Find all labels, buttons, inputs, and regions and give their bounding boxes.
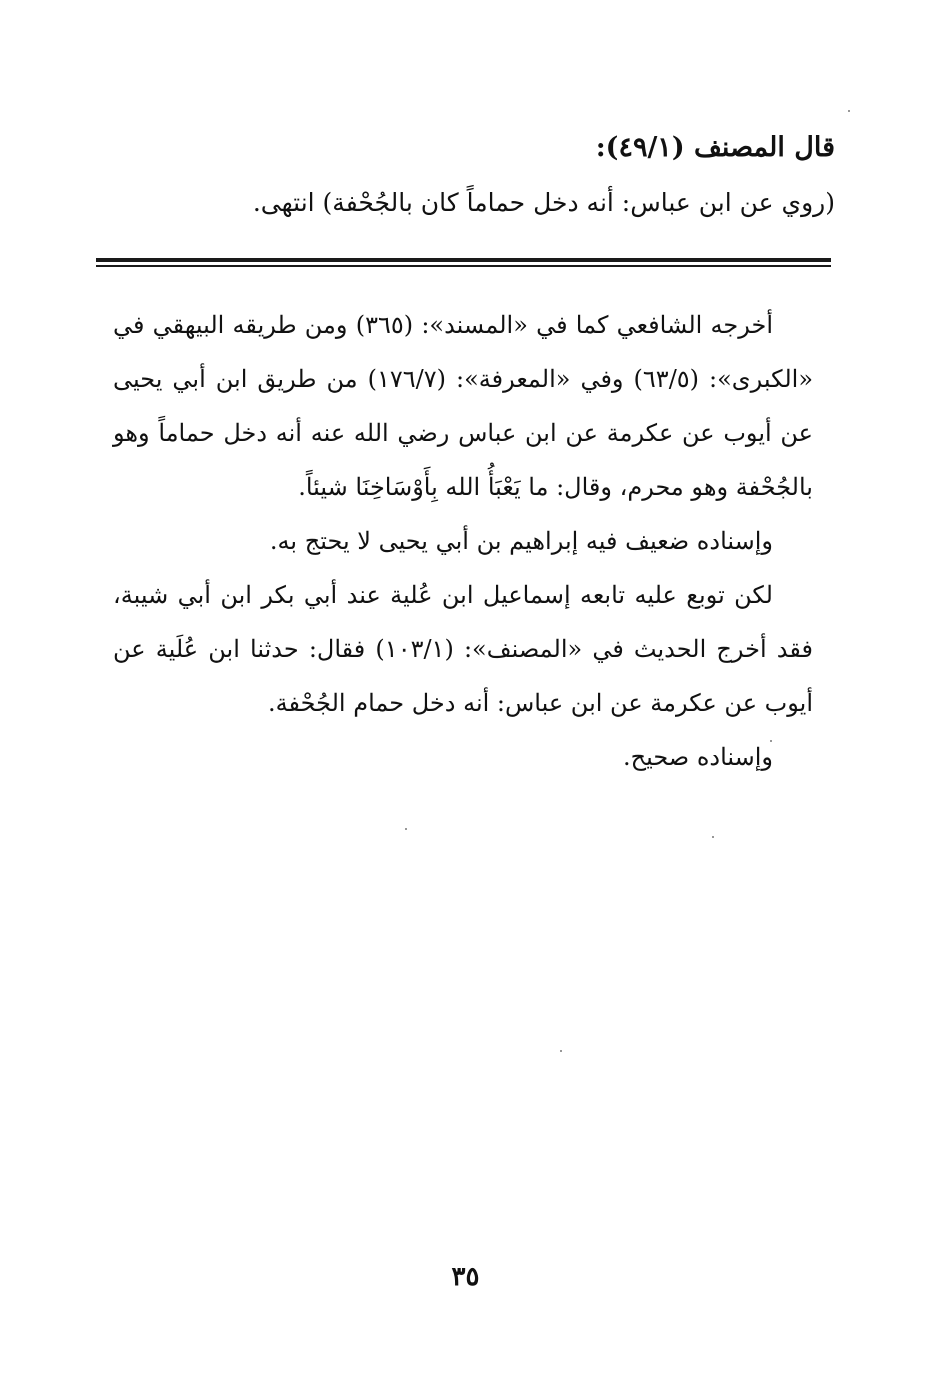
- paragraph-sound-chain: وإسناده صحيح.: [622, 743, 773, 771]
- quoted-text: (روي عن ابن عباس: أنه دخل حماماً كان بالجُحْفة) انتهى.: [252, 188, 835, 217]
- commentary-body: [113, 298, 813, 784]
- page-number: ٣٥: [451, 1262, 480, 1292]
- scan-speck: [770, 740, 772, 742]
- scan-speck: [712, 836, 714, 838]
- divider-thin: [96, 265, 831, 267]
- section-heading: قال المصنف (٤٩/١):: [595, 132, 835, 163]
- divider-thick: [96, 258, 831, 262]
- scan-speck: [560, 1050, 562, 1052]
- paragraph-takhrij: أخرجه الشافعي كما في «المسند»: (٣٦٥) ومن طريقه البيهقي في «الكبرى»: (٦٣/٥) وفي «المعرفة»: (١٧٦/٧) من طريق ابن أبي يحيى عن أيوب عن عكرمة عن ابن عباس رضي الله عنه أنه دخل حماماً وهو بالجُحْفة وهو محرم، وقال: ما يَعْبَأُ الله بِأَوْسَاخِنَا شيئاً.: [113, 311, 813, 501]
- scan-speck: [848, 110, 850, 112]
- paragraph-corroboration: لكن توبع عليه تابعه إسماعيل ابن عُلية عند أبي بكر ابن أبي شيبة، فقد أخرج الحديث في «المصنف»: (١٠٣/١) فقال: حدثنا ابن عُلَية عن أيوب عن عكرمة عن ابن عباس: أنه دخل حمام الجُحْفة.: [113, 581, 813, 717]
- paragraph-weak-chain: وإسناده ضعيف فيه إبراهيم بن أبي يحيى لا يحتج به.: [269, 527, 773, 555]
- scan-speck: [405, 828, 407, 830]
